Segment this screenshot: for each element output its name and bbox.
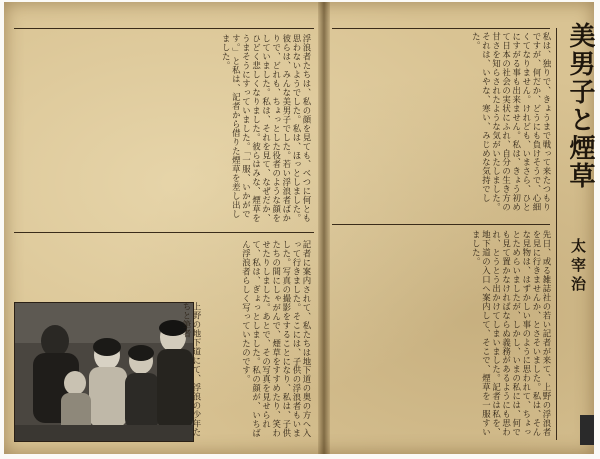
photo-scene: [15, 303, 193, 441]
left-paragraph-top: 浮浪者たちは、私の顔を見ても、べつに何とも思わないようでした。私は、ほっとしました。彼らは、みんな美男子でした。若い浮浪者ばかりで、どれも、ちょっとした役者のような顔をしていました。私は、それを見て、なぜだか、ひどく悲しくなりました。彼らはみな、煙草をうまそうにすっていました。「一服、いかがです。」と私は、記者から借りた煙草を差し出しました。: [221, 34, 312, 223]
photo-caption: [181, 302, 202, 440]
article-author: 太宰治: [569, 238, 587, 295]
left-top-rule: [14, 28, 314, 29]
left-mid-rule: [14, 232, 314, 233]
right-page: [326, 2, 594, 454]
left-text-block-top: [16, 34, 312, 226]
magazine-spread: [4, 2, 594, 454]
right-text-block-bottom: [334, 230, 552, 440]
page-edge-tab: [580, 415, 594, 445]
left-paragraph-bottom: 記者に案内されて、私たちは地下道の奥の方へ入って行きました。そこには、子供の浮浪者もいました。写真の撮影をすることになり、私は、子供たちの間にしゃがんで、煙草をすすめたり、笑わせたりしました。あとで、その写真を見せられて、私は、ぎょっとしました。私の顔が、いちばん浮浪者らしく写っていたのです。: [241, 240, 312, 438]
right-top-rule: [332, 28, 550, 29]
article-photo: [14, 302, 194, 442]
title-column-rule: [556, 28, 557, 440]
right-paragraph-top: 私は、独りで、きょうまで戦って来たつもりですが、何だか、どうにも負けそうで、心細くてなりません。けれども、いまさら、ひとにすがる事も出来ません。私は、きょう初めて日本の社会の実状にふれ、自分の生き方の甘さを知らされたような気がいたしました。それは、いやな、寒い、みじめな気持でした。: [471, 32, 552, 212]
photo-caption-text: 上野の地下道にて、浮浪の少年たちと筆者: [181, 302, 202, 437]
right-paragraph-bottom: 先日、或る雑誌社の若い記者が来て、上野の浮浪者を見に行きませんか、とさそいました。私は、そんな見物は、はずかしい事のように思われて、ちょっとためらいましたが、しかし、いまの私には、何でも見て置かなければならぬ義務があるようにも思われ、とうとう出かけてしまいました。記者は私を、地下道の入口へ案内して、そこで、煙草を一服すいました。: [471, 230, 552, 437]
right-text-block-top: [334, 32, 552, 218]
left-text-block-bottom: [202, 240, 312, 440]
article-title: 美男子と煙草: [565, 22, 595, 190]
right-mid-rule: [332, 224, 550, 225]
left-page: [4, 2, 322, 454]
